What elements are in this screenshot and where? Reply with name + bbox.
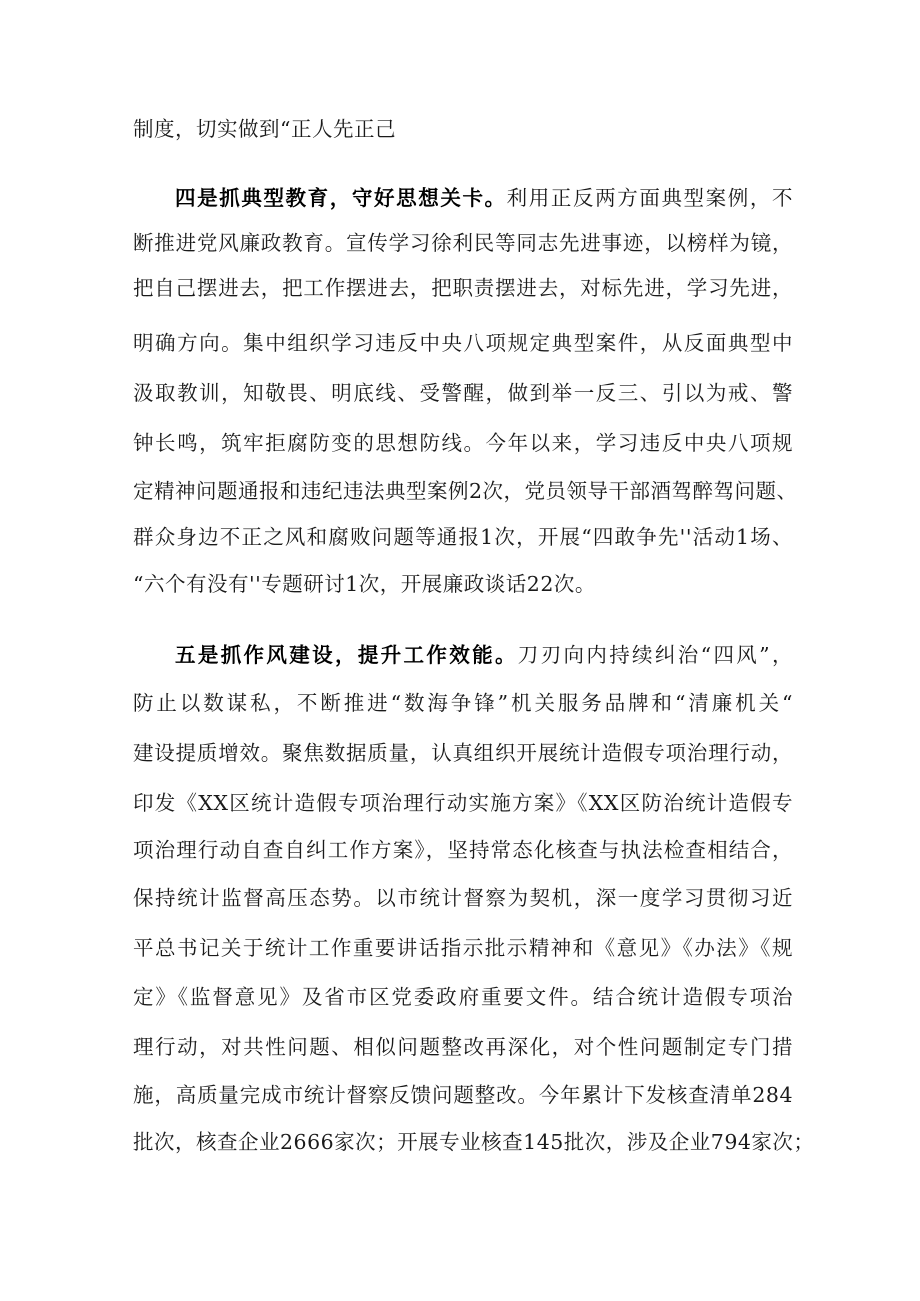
- text-line: 建设提质增效。聚焦数据质量，认真组织开展统计造假专项治理行动，: [133, 741, 793, 765]
- text-line: 平总书记关于统计工作重要讲话指示批示精神和《意见》《办法》《规: [133, 936, 793, 960]
- text-line: 明确方向。集中组织学习违反中央八项规定典型案件，从反面典型中: [133, 331, 793, 355]
- paragraph-5-lead-text: 刀刃向内持续纠治“四风”，: [517, 643, 793, 667]
- text-line: “六个有没有''专题研讨1次，开展廉政谈话22次。: [133, 572, 596, 596]
- text-line: 断推进党风廉政教育。宣传学习徐利民等同志先进事迹，以榜样为镜，: [133, 231, 793, 255]
- text-line: 施，高质量完成市统计督察反馈问题整改。今年累计下发核查清单284: [133, 1083, 793, 1107]
- paragraph-4-heading: 四是抓典型教育，守好思想关卡。: [175, 186, 507, 210]
- paragraph-5-first-line: [175, 640, 793, 670]
- paragraph-4-lead-text: 利用正反两方面典型案例，: [506, 186, 773, 210]
- text-line: 定》《监督意见》及省市区党委政府重要文件。结合统计造假专项治: [133, 985, 793, 1009]
- paragraph-4-first-line: [175, 183, 793, 213]
- text-line: 群众身边不正之风和腐败问题等通报1次，开展“四敢争先''活动1场、: [133, 525, 793, 549]
- paragraph-5-heading: 五是抓作风建设，提升工作效能。: [175, 643, 518, 667]
- text-line: 印发《XX区统计造假专项治理行动实施方案》《XX区防治统计造假专: [133, 791, 793, 815]
- paragraph-4-line-end: 不: [772, 186, 794, 210]
- text-line: 制度，切实做到“正人先正己: [133, 117, 396, 141]
- text-line: 定精神问题通报和违纪违法典型案例2次，党员领导干部酒驾醉驾问题、: [133, 479, 798, 503]
- text-line: 批次，核查企业2666家次；开展专业核查145批次，涉及企业794家次；: [133, 1130, 815, 1154]
- text-line: 理行动，对共性问题、相似问题整改再深化，对个性问题制定专门措: [133, 1035, 793, 1059]
- text-line: 项治理行动自查自纠工作方案》，坚持常态化核查与执法检查相结合，: [133, 838, 793, 862]
- text-line: 防止以数谋私，不断推进“数海争锋”机关服务品牌和“清廉机关“: [133, 691, 793, 715]
- text-line: 钟长鸣，筑牢拒腐防变的思想防线。今年以来，学习违反中央八项规: [133, 431, 793, 455]
- text-line: 保持统计监督高压态势。以市统计督察为契机，深一度学习贯彻习近: [133, 886, 793, 910]
- text-line: 汲取教训，知敬畏、明底线、受警醒，做到举一反三、引以为戒、警: [133, 381, 793, 405]
- text-line: 把自己摆进去，把工作摆进去，把职责摆进去，对标先进，学习先进，: [133, 276, 793, 300]
